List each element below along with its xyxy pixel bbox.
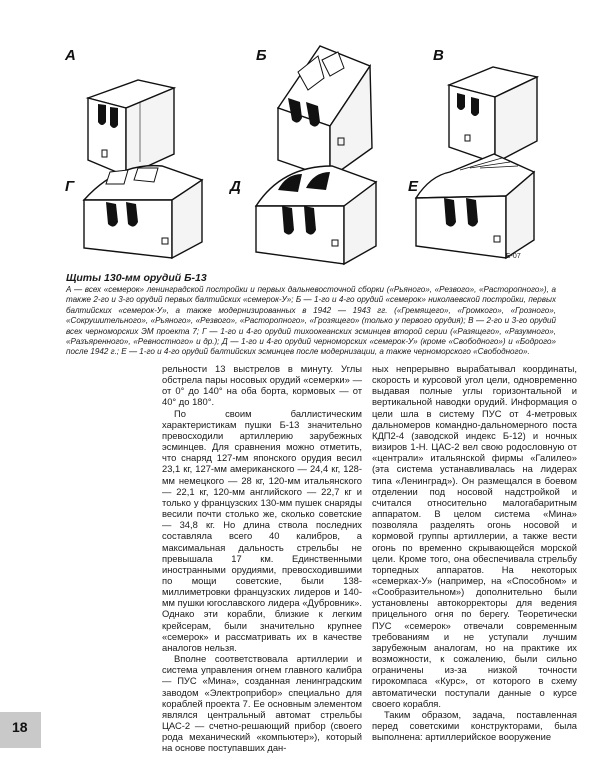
panel-label-v: В <box>433 47 444 64</box>
paragraph: Таким образом, задача, поставленная перед советскими конструкторами, была выполнена: артиллерийское вооружение <box>372 708 577 743</box>
text-column-right <box>372 363 577 742</box>
panel-label-b: Б <box>256 47 267 64</box>
figure-code: Б-07 <box>506 253 521 260</box>
panel-label-d: Д <box>230 178 241 195</box>
figure-caption <box>66 272 556 358</box>
panel-label-a: А <box>65 47 76 64</box>
panel-label-e: Е <box>408 178 419 195</box>
paragraph: По своим баллистическим характеристикам пушки Б-13 значительно превосходили артиллерию зарубежных эсминцев. Для сравнения можно отметить, что снаряд 127-мм японского орудия весил 23,1 кг, 127-мм американского — 24,4 кг, 128-мм немецкого — 28 кг, 120-мм итальянского — 22,1 кг, 120-мм английского — 22,7 кг и только у французских 130-мм пушек снаряды весили почти столько же, сколько советские — 34,8 кг. Но длина ствола последних составляла всего 40 калибров, а максимальная дальность стрельбы не превышала 17 км. Единственными иностранными орудиями, превосходившими по мощи советские, были 138-миллиметровки французских лидеров и 140-мм пушки югославского лидера «Дубровник». Однако эти корабли, близкие к легким крейсерам, были значительно крупнее «семерок» и рассматривать их в качестве аналогов нельзя. <box>162 407 362 653</box>
text-column-left <box>162 363 362 753</box>
gun-shield-drawing-e <box>410 150 538 265</box>
paragraph: Вполне соответствовала артиллерии и система управления огнем главного калибра — ПУС «Мина», созданная ленинградским заводом «Электроприбор» специально для кораблей проекта 7. Ее основным элементом являлся центральный автомат стрельбы ЦАС-2 — счетно-решающий прибор (своего рода механический «компьютер»), который на основе поступавших дан- <box>162 653 362 754</box>
panel-label-g: Г <box>65 178 75 195</box>
gun-shield-drawing-g <box>78 160 208 265</box>
paragraph: рельности 13 выстрелов в минуту. Углы обстрела пары носовых орудий «семерки» — от 0° до 140° на оба борта, кормовых — от 40° до 180°. <box>162 363 362 408</box>
caption-text: А — всех «семерок» ленинградской постройки и первых дальневосточной сборки («Рьяного», «Резвого», «Расторопного»), а также 2-го и 3-го орудий первых балтийских «семерок-У»; Б — 1-го и 4-го орудий «семерок» николаевской постройки, первых балтийских «семерок-У», а также модернизированных в 1942 — 1943 гг. («Гремящего», «Громкого», «Грозного», «Сокрушительного», «Рьяного», «Резвого», «Расторопного», «Грозящего» (только у первого орудия); В — 2-го и 3-го орудий всех черноморских ЭМ проекта 7; Г — 1-го и 4-го орудий тихоокеанских эсминцев второй серии («Разящего», «Разумного», «Разъяренного», «Ревностного» и др.); Д — 1-го и 4-го орудий черноморских «семерок-У» (кроме «Свободного») и «Бодрого» после 1942 г.; Е — 1-го и 4-го орудий балтийских эсминцев после модернизации, а также черноморского «Свободного». <box>66 285 556 357</box>
caption-title: Щиты 130-мм орудий Б-13 <box>66 272 207 284</box>
page-number: 18 <box>12 719 28 735</box>
paragraph: ных непрерывно вырабатывал координаты, скорость и курсовой угол цели, одновременно выдавая полные углы горизонтальной и вертикальной наводки орудий. Информация о цели шла в систему ПУС от 4-метровых дальномеров командно-дальномерного поста КДП2-4 (заводской индекс Б-12) и ночных визиров 1-Н. ЦАС-2 вел свою родословную от «централи» итальянской фирмы «Галилео» (эта система устанавливалась на лидерах типа «Ленинград»). Он размещался в боевом отделении под носовой надстройкой и считался относительно малогабаритным аппаратом. В целом система «Мина» позволяла разделять огонь носовой и кормовой группы артиллерии, а также вести огонь по временно скрывающейся морской цели. Кроме того, она обеспечивала стрельбу торпедных аппаратов. На некоторых «семерках-У» (например, на «Способном» и «Сообразительном») дополнительно были установлены автокорректоры для ведения прицельного огня по берегу. Теоретически ПУС «семерок» отвечали современным требованиям и не уступали лучшим зарубежным аналогам, но на практике их возможности, к сожалению, были сильно ограничены из-за низкой точности гирокомпаса «Курс», от которого в схему автоматически поступали данные о курсе своего корабля. <box>372 363 577 709</box>
gun-shield-drawing-d <box>252 160 380 270</box>
